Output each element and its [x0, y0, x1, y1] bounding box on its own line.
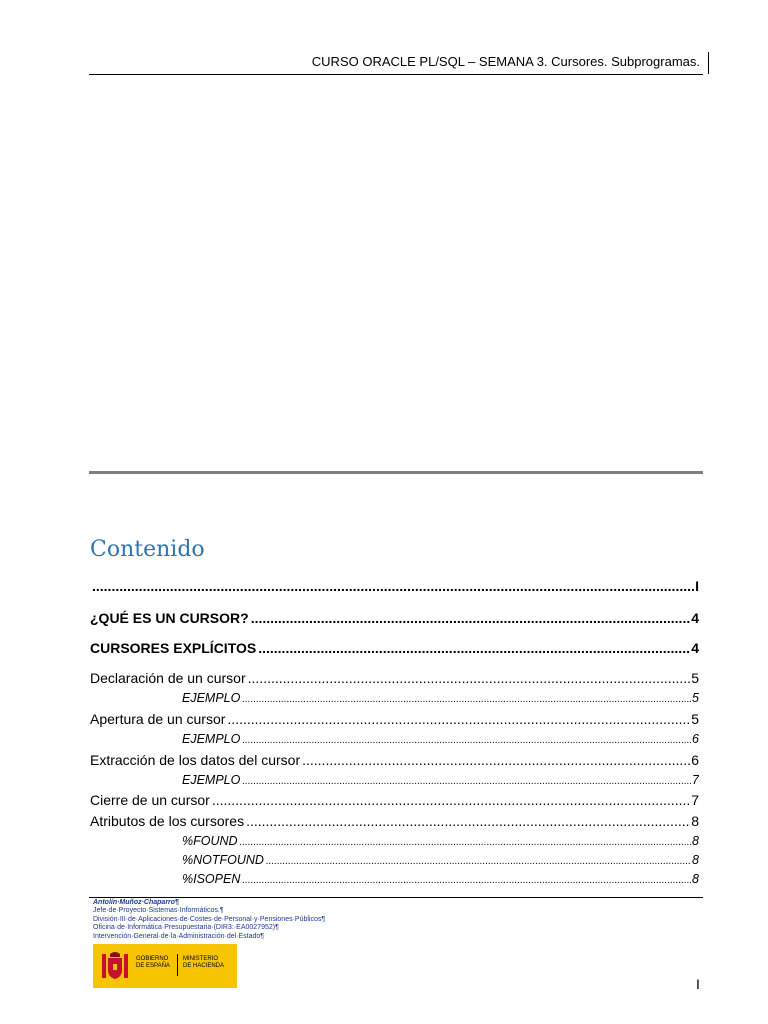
toc-entry-page: 5	[691, 711, 699, 727]
toc-entry[interactable]	[90, 752, 699, 768]
toc-entry-label: EJEMPLO	[182, 732, 241, 746]
toc-entry-page: 5	[692, 691, 699, 705]
toc-entry-label: %FOUND	[182, 834, 238, 848]
toc-entry[interactable]	[90, 813, 699, 829]
toc-entry-page: 8	[692, 853, 699, 867]
toc-entry-page: 8	[692, 872, 699, 886]
toc-entry[interactable]	[182, 732, 699, 746]
toc-entry[interactable]	[182, 853, 699, 867]
coat-of-arms-icon	[99, 950, 131, 982]
toc-entry[interactable]	[182, 872, 699, 886]
toc-entry-page: I	[695, 578, 699, 594]
header-title: CURSO ORACLE PL/SQL – SEMANA 3. Cursores. Subprogramas.	[311, 54, 700, 69]
toc-entry[interactable]	[90, 670, 699, 686]
logo-separator	[177, 954, 178, 976]
toc-entry-label: EJEMPLO	[182, 691, 241, 705]
page-number: I	[696, 976, 700, 992]
signature-line: División·III·de·Aplicaciones·de·Costes·de·Personal·y·Pensiones·Públicos¶	[93, 915, 326, 923]
header-rule	[89, 74, 703, 75]
toc-entry[interactable]	[182, 834, 699, 848]
toc-entry-page: 8	[691, 813, 699, 829]
logo-line: DE HACIENDA	[183, 963, 225, 969]
toc-entry-page: 6	[691, 752, 699, 768]
toc-entry-label: Declaración de un cursor	[90, 670, 246, 686]
toc-entry-page: 7	[691, 792, 699, 808]
toc-entry[interactable]	[182, 691, 699, 705]
toc-entry-page: 4	[691, 640, 699, 656]
toc-entry[interactable]	[182, 773, 699, 787]
toc-entry-label: %NOTFOUND	[182, 853, 264, 867]
toc-entry-label: Apertura de un cursor	[90, 711, 226, 727]
toc-entry[interactable]	[90, 711, 699, 727]
toc-entry[interactable]	[90, 792, 699, 808]
toc-entry-page: 7	[692, 773, 699, 787]
signature-line: Antolín·Muñoz·Chaparro¶	[93, 899, 179, 906]
toc-title: Contenido	[90, 537, 205, 562]
toc-entry[interactable]	[90, 640, 699, 656]
toc-entry-label: %ISOPEN	[182, 872, 241, 886]
logo-line: DE ESPAÑA	[136, 963, 170, 969]
toc-entry-label: Extracción de los datos del cursor	[90, 752, 301, 768]
toc-entry-page: 4	[691, 610, 699, 626]
government-logo	[93, 944, 237, 988]
author-signature	[93, 899, 325, 941]
toc-entry[interactable]	[90, 610, 699, 626]
logo-line: MINISTERIO	[183, 956, 219, 962]
toc-entry-label: CURSORES EXPLÍCITOS	[90, 640, 257, 656]
toc-entry[interactable]	[90, 578, 699, 594]
toc-entry-page: 5	[691, 670, 699, 686]
signature-line: Jefe·de·Proyecto·Sistemas·Informáticos.¶	[93, 907, 224, 915]
toc-entry-label: EJEMPLO	[182, 773, 241, 787]
logo-text-right	[183, 956, 224, 970]
toc-entry-label: Cierre de un cursor	[90, 792, 210, 808]
header-marker	[708, 52, 709, 74]
logo-text-left	[136, 956, 170, 970]
signature-line: Intervención·General·de·la·Administración·del·Estado¶	[93, 932, 265, 940]
section-divider	[89, 471, 703, 474]
footer-rule	[89, 897, 703, 898]
toc-entry-page: 6	[692, 732, 699, 746]
toc-entry-page: 8	[692, 834, 699, 848]
toc-entry-label: Atributos de los cursores	[90, 813, 245, 829]
logo-line: GOBIERNO	[136, 956, 169, 962]
toc-entry-label: ¿QUÉ ES UN CURSOR?	[90, 610, 249, 626]
signature-line: Oficina·de·Informática·Presupuestaria·(DIR3:·EA0027952)¶	[93, 924, 279, 932]
